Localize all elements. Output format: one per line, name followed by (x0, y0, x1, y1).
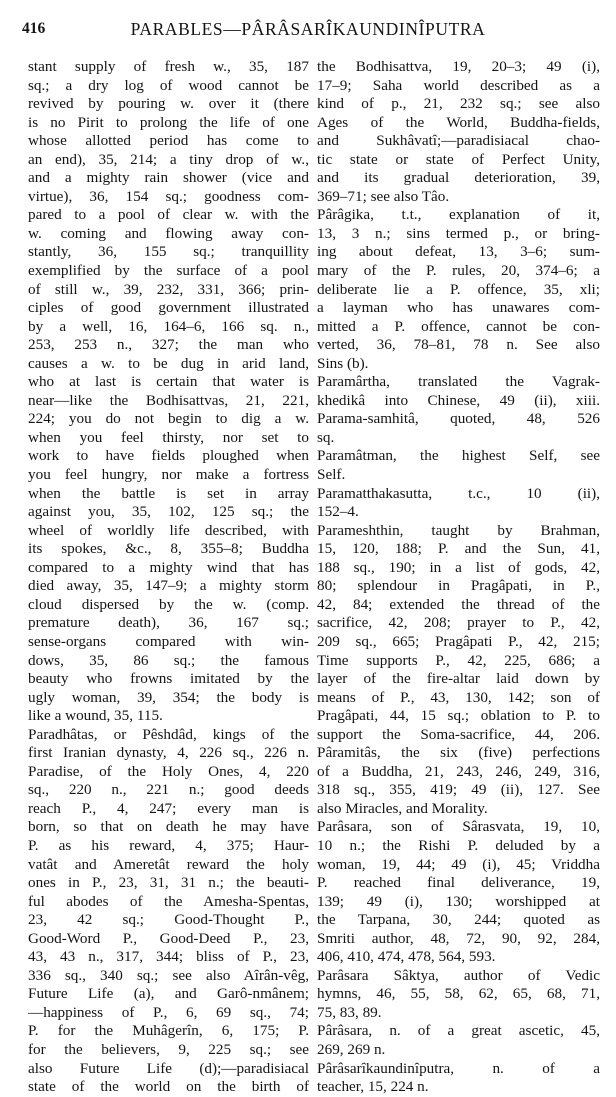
index-line: pared to a pool of clear w. with the (28, 206, 309, 224)
index-line: an end), 35, 214; a tiny drop of w., (28, 150, 309, 168)
index-line: is no Pirit to prolong the life of one (28, 113, 309, 131)
index-line: 224; you do not begin to dig a w. (28, 410, 309, 428)
index-line: the Tarpana, 30, 244; quoted as (317, 911, 600, 929)
index-line: born, so that on death he may have (28, 818, 309, 836)
index-line: revived by pouring w. over it (there (28, 95, 309, 113)
index-line: Paradhâtas, or Pêshdâd, kings of the (28, 725, 309, 743)
index-line: Paradise, of the Holy Ones, 4, 220 (28, 762, 309, 780)
index-line: P. for the Muhâgerîn, 6, 175; P. (28, 1022, 309, 1040)
index-line: 17–9; Saha world described as a (317, 76, 600, 94)
index-line: like a wound, 35, 115. (28, 707, 163, 725)
index-line: Parâsara, son of Sârasvata, 19, 10, (317, 818, 600, 836)
index-line: for the believers, 9, 225 sq.; see (28, 1040, 309, 1058)
index-line: means of P., 43, 130, 142; son of (317, 688, 600, 706)
index-line: 80; splendour in Pragâpati, in P., (317, 577, 600, 595)
index-line: sq. (317, 428, 335, 446)
index-line: 406, 410, 474, 478, 564, 593. (317, 948, 496, 966)
index-line: stantly, 36, 155 sq.; tranquillity (28, 243, 309, 261)
index-line: reach P., 4, 247; every man is (28, 799, 309, 817)
index-line: Paramâtman, the highest Self, see (317, 447, 600, 465)
index-line: 139; 49 (i), 130; worshipped at (317, 892, 600, 910)
index-line: ciples of good government illustrated (28, 299, 309, 317)
index-line: Pârâsarîkaundinîputra, n. of a (317, 1059, 600, 1077)
index-line: 15, 120, 188; P. and the Sun, 41, (317, 540, 600, 558)
index-line: 253, 253 n., 327; the man who (28, 336, 309, 354)
index-line: 369–71; see also Tâo. (317, 187, 450, 205)
index-line: of still w., 39, 232, 331, 366; prin- (28, 280, 309, 298)
index-line: Self. (317, 466, 346, 484)
index-line: 10 n.; the Rishi P. deluded by a (317, 836, 600, 854)
index-line: cloud dispersed by the w. (comp. (28, 595, 309, 613)
index-line: 42, 84; extended the thread of the (317, 595, 600, 613)
index-line: hymns, 46, 55, 58, 62, 65, 68, 71, (317, 985, 600, 1003)
index-line: layer of the fire-altar laid down by (317, 670, 600, 688)
page-header (0, 14, 616, 48)
index-line: by a well, 16, 164–6, 166 sq. n., (28, 317, 309, 335)
index-line: whose allotted period has come to (28, 132, 309, 150)
index-line: 152–4. (317, 503, 359, 521)
index-line: 269, 269 n. (317, 1040, 386, 1058)
index-line: you feel hungry, nor make a fortress (28, 466, 309, 484)
index-line: near—like the Bodhisattvas, 21, 221, (28, 391, 309, 409)
index-line: w. coming and flowing away con- (28, 224, 309, 242)
index-line: state of the world on the birth of (28, 1078, 309, 1096)
index-line: dows, 35, 86 sq.; the famous (28, 651, 309, 669)
index-line: against you, 35, 102, 125 sq.; the (28, 503, 309, 521)
index-line: Pragâpati, 44, 15 sq.; oblation to P. to (317, 707, 600, 725)
index-line: exemplified by the surface of a pool (28, 262, 309, 280)
index-line: stant supply of fresh w., 35, 187 (28, 58, 309, 75)
index-line: work to have fields ploughed when (28, 447, 309, 465)
left-column (28, 58, 309, 1096)
index-line: Parama-samhitâ, quoted, 48, 526 (317, 410, 600, 428)
index-line: and a mighty rain shower (vice and (28, 169, 309, 187)
index-line: P. as his reward, 4, 375; Haur- (28, 836, 309, 854)
index-line: teacher, 15, 224 n. (317, 1078, 429, 1096)
index-line: died away, 35, 147–9; a mighty storm (28, 577, 309, 595)
index-line: support the Soma-sacrifice, 44, 206. (317, 725, 600, 743)
index-line: a layman who has unawares com- (317, 299, 600, 317)
index-line: ugly woman, 39, 354; the body is (28, 688, 309, 706)
index-line: sq., 220 n., 221 n.; good deeds (28, 781, 309, 799)
index-line: P. reached final deliverance, 19, (317, 874, 600, 892)
index-line: Paramatthakasutta, t.c., 10 (ii), (317, 484, 600, 502)
index-line: of a Buddha, 21, 243, 246, 249, 316, (317, 762, 600, 780)
index-line: who at last is certain that water is (28, 373, 309, 391)
index-line: when you feel thirsty, nor set to (28, 428, 309, 446)
page-number: 416 (22, 20, 46, 37)
index-line: mary of the P. rules, 20, 374–6; a (317, 262, 600, 280)
index-line: and Sukhâvatî;—paradisiacal chao- (317, 132, 600, 150)
index-line: kind of p., 21, 232 sq.; see also (317, 95, 600, 113)
index-line: 75, 83, 89. (317, 1003, 382, 1021)
index-line: Good-Word P., Good-Deed P., 23, (28, 929, 309, 947)
index-line: causes a w. to be dug in arid land, (28, 354, 309, 372)
index-line: when the battle is set in array (28, 484, 309, 502)
index-line: ing about defeat, 13, 3–6; sum- (317, 243, 600, 261)
index-line: Parameshthin, taught by Brahman, (317, 521, 600, 539)
index-line: Ages of the World, Buddha-fields, (317, 113, 600, 131)
index-line: also Miracles, and Morality. (317, 799, 488, 817)
index-line: 209 sq., 665; Pragâpati P., 42, 215; (317, 632, 600, 650)
index-line: 13, 3 n.; sins termed p., or bring- (317, 224, 600, 242)
index-line: 336 sq., 340 sq.; see also Aîrân-vêg, (28, 966, 309, 984)
index-line: Parâsara Sâktya, author of Vedic (317, 966, 600, 984)
index-line: khedikâ into Chinese, 49 (ii), xiii. (317, 391, 600, 409)
index-line: Time supports P., 42, 225, 686; a (317, 651, 600, 669)
index-line: beauty who frowns imitated by the (28, 670, 309, 688)
index-line: Paramârtha, translated the Vagrak- (317, 373, 600, 391)
running-head: PARABLES—PÂRÂSARÎKAUNDINÎPUTRA (130, 19, 486, 39)
index-line: premature death), 36, 167 sq.; (28, 614, 309, 632)
index-line: first Iranian dynasty, 4, 226 sq., 226 n. (28, 744, 309, 762)
index-line: —happiness of P., 6, 69 sq., 74; (28, 1003, 309, 1021)
index-line: ful abodes of the Amesha-Spentas, (28, 892, 309, 910)
index-line: Pârâsara, n. of a great ascetic, 45, (317, 1022, 600, 1040)
index-line: 188 sq., 190; in a list of gods, 42, (317, 558, 600, 576)
index-line: sq.; a dry log of wood cannot be (28, 76, 309, 94)
index-line: woman, 19, 44; 49 (i), 45; Vriddha (317, 855, 600, 873)
index-line: compared to a mighty wind that has (28, 558, 309, 576)
index-line: Sins (b). (317, 354, 369, 372)
index-line: 43, 43 n., 317, 344; bliss of P., 23, (28, 948, 309, 966)
index-line: sacrifice, 42, 208; prayer to P., 42, (317, 614, 600, 632)
index-line: its spokes, &c., 8, 355–8; Buddha (28, 540, 309, 558)
index-line: the Bodhisattva, 19, 20–3; 49 (i), (317, 58, 600, 75)
index-line: ones in P., 23, 31, 31 n.; the beauti- (28, 874, 309, 892)
index-line: Pârâgika, t.t., explanation of it, (317, 206, 600, 224)
index-line: 23, 42 sq.; Good-Thought P., (28, 911, 309, 929)
index-line: deliberate lie a P. offence, 35, xli; (317, 280, 600, 298)
index-line: wheel of worldly life described, with (28, 521, 309, 539)
index-line: mitted a P. offence, cannot be con- (317, 317, 600, 335)
index-line: also Future Life (d);—paradisiacal (28, 1059, 309, 1077)
index-line: Smriti author, 48, 72, 90, 92, 284, (317, 929, 600, 947)
index-line: virtue), 36, 154 sq.; goodness com- (28, 187, 309, 205)
index-line: vatât and Ameretât reward the holy (28, 855, 309, 873)
index-line: and its gradual deterioration, 39, (317, 169, 600, 187)
right-column (317, 58, 600, 1096)
index-line: Future Life (a), and Garô-nmânem; (28, 985, 309, 1003)
index-line: sense-organs compared with win- (28, 632, 309, 650)
index-line: verted, 36, 78–81, 78 n. See also (317, 336, 600, 354)
index-line: tic state or state of Perfect Unity, (317, 150, 600, 168)
index-line: 318 sq., 355, 419; 49 (ii), 127. See (317, 781, 600, 799)
index-line: Pâramitâs, the six (five) perfections (317, 744, 600, 762)
